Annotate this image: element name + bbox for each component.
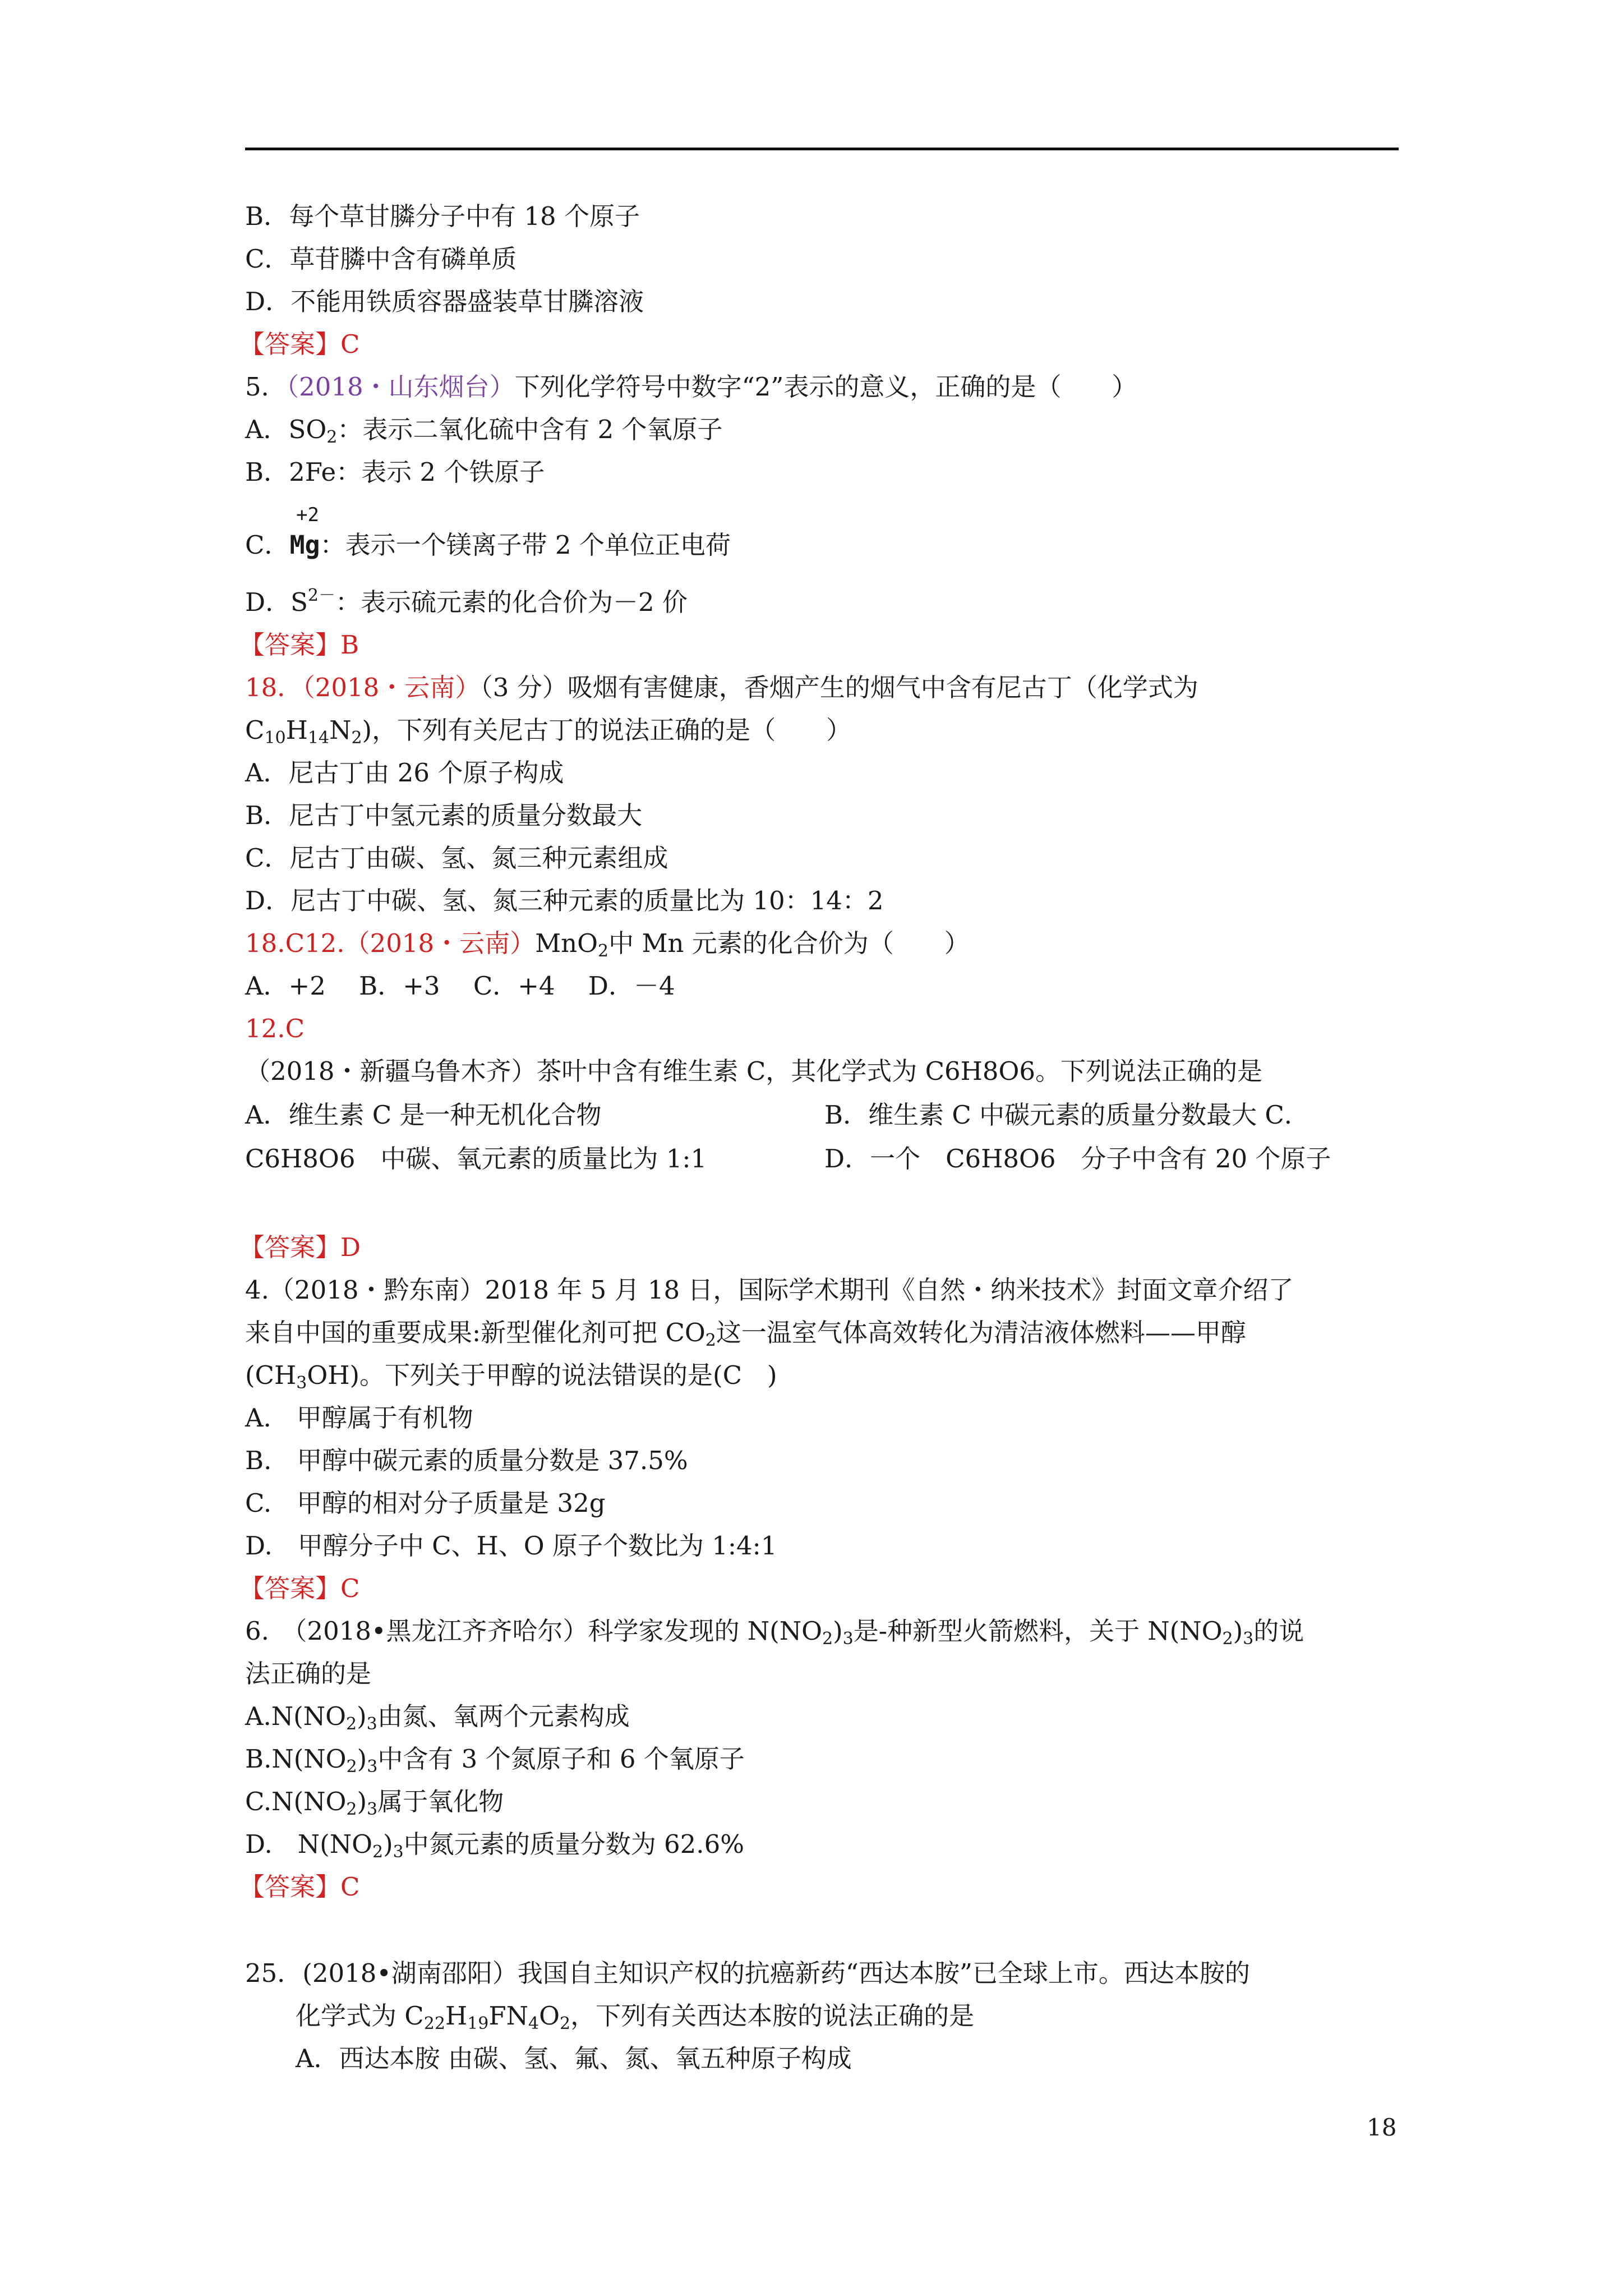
question-text: （3 分）吸烟有害健康，香烟产生的烟气中含有尼古丁（化学式为 <box>480 673 1198 702</box>
question-6-stem: 6. （2018•黑龙江齐齐哈尔）科学家发现的 $N(NO_2)_3$是-种新型火箭燃料，关于 $N(NO_2)_3$的说 <box>245 1616 1304 1649</box>
option-a: A．西达本胺 由碳、氢、氟、氮、氧五种原子构成 <box>296 2044 852 2073</box>
option-c: C. 甲醇的相对分子质量是 32g <box>245 1488 606 1518</box>
option-a: A．尼古丁由 26 个原子构成 <box>245 758 564 788</box>
question-4-stem: 4.（2018・黔东南）2018 年 5 月 18 日，国际学术期刊《自然・纳米技术》封面文章介绍了 <box>245 1275 1294 1305</box>
option-text: A．SO <box>245 415 327 444</box>
subscript: 2 <box>598 941 609 961</box>
option-text: C.N(NO <box>245 1787 347 1816</box>
option-text: A.N(NO <box>245 1701 346 1731</box>
option-text: 中氮元素的质量分数为 62.6% <box>403 1829 744 1859</box>
question-text: (CH <box>245 1360 297 1390</box>
question-source: （2018・山东烟台） <box>286 372 515 402</box>
question-4-stem-cont <box>245 1317 1246 1349</box>
question-xinjiang-stem: （2018・新疆乌鲁木齐）茶叶中含有维生素 C，其化学式为 C6H8O6。下列说法正确的是 <box>245 1056 1263 1086</box>
superscript: 2－ <box>307 586 336 605</box>
option-text: 由氮、氧两个元素构成 <box>377 1701 630 1731</box>
subscript: 3 <box>366 1714 377 1734</box>
option-text: 属于氧化物 <box>377 1787 504 1816</box>
subscript: 2 <box>346 1714 357 1734</box>
page-number: 18 <box>1367 2114 1397 2141</box>
subscript: 3 <box>367 1800 378 1819</box>
subscript: 3 <box>367 1757 378 1777</box>
subscript: 19 <box>467 2014 489 2033</box>
option-c: C．尼古丁由碳、氢、氮三种元素组成 <box>245 843 668 873</box>
option-b: B．2Fe：表示 2 个铁原子 <box>245 457 545 487</box>
option-d <box>245 587 688 618</box>
subscript: 3 <box>393 1842 404 1862</box>
option-text: 中含有 3 个氮原子和 6 个氧原子 <box>377 1744 745 1774</box>
answer-line: 【答案】C <box>239 329 360 359</box>
subscript: 2 <box>346 1800 357 1819</box>
answer-line: 【答案】C <box>239 1573 360 1603</box>
question-text: 这一温室气体高效转化为清洁液体燃料——甲醇 <box>716 1318 1246 1347</box>
question-text: 6. （2018•黑龙江齐齐哈尔）科学家发现的 N(NO <box>245 1616 823 1646</box>
option-label: C． <box>245 530 290 560</box>
subscript: 4 <box>528 2014 540 2033</box>
question-5-stem <box>245 371 1137 403</box>
valence-mark: +2 <box>296 504 319 526</box>
answer-line: 【答案】D <box>239 1232 361 1262</box>
question-text: MnO <box>535 928 598 958</box>
subscript: 3 <box>842 1629 854 1649</box>
option-b: B．尼古丁中氢元素的质量分数最大 <box>245 800 643 830</box>
question-25-stem-cont: 化学式为 $C_{22}H_{19}FN_4O_2$，下列有关西达本胺的说法正确的是 <box>296 2001 975 2033</box>
option-text: ：表示硫元素的化合价为－2 价 <box>335 587 688 617</box>
option-b: B．每个草甘膦分子中有 18 个原子 <box>245 201 640 231</box>
option-text: D．S <box>245 587 308 617</box>
question-18-stem-cont: $C_{10}H_{14}N_2$)，下列有关尼古丁的说法正确的是（ ） <box>245 715 852 748</box>
option-c: C．草苷膦中含有磷单质 <box>245 244 517 274</box>
question-number: 18． <box>245 673 303 702</box>
options-row: A．+2 B．+3 C．+4 D．－4 <box>245 971 675 1001</box>
question-6-stem-cont: 法正确的是 <box>245 1659 372 1688</box>
option-text: ：表示二氧化硫中含有 2 个氧原子 <box>337 415 723 444</box>
subscript: 22 <box>423 2014 445 2033</box>
option-c: C6H8O6 中碳、氧元素的质量比为 1:1 <box>245 1144 707 1174</box>
subscript: 2 <box>705 1331 716 1350</box>
question-text: 的说 <box>1253 1616 1304 1646</box>
question-number: 5． <box>245 372 287 402</box>
option-d: D．一个 C6H8O6 分子中含有 20 个原子 <box>824 1144 1331 1174</box>
option-text: B.N(NO <box>245 1744 347 1774</box>
answer-line: 12.C <box>245 1014 305 1043</box>
option-b: B. 甲醇中碳元素的质量分数是 37.5% <box>245 1446 688 1475</box>
subscript: 2 <box>822 1629 833 1649</box>
option-d: D. $N(NO_2)_3$中氮元素的质量分数为 62.6% <box>245 1829 744 1862</box>
subscript: 2 <box>559 2014 571 2033</box>
subscript: 2 <box>1222 1629 1233 1649</box>
option-a <box>245 414 723 445</box>
question-text: ，下列有关西达本胺的说法正确的是 <box>570 2001 975 2031</box>
question-text: OH)。下列关于甲醇的说法错误的是(C ) <box>307 1360 777 1390</box>
header-rule <box>245 148 1399 150</box>
answer-line: 【答案】B <box>239 630 359 660</box>
option-a: A. 甲醇属于有机物 <box>245 1403 473 1433</box>
question-source: （2018・云南） <box>302 673 481 702</box>
option-d: D．尼古丁中碳、氢、氮三种元素的质量比为 10：14：2 <box>245 886 884 915</box>
option-a: A．维生素 C 是一种无机化合物 <box>245 1100 602 1130</box>
question-text: ) <box>833 1616 843 1646</box>
question-source: （2018・云南） <box>344 928 536 958</box>
option-text: D. N(NO <box>245 1829 372 1859</box>
subscript: 2 <box>346 1757 357 1777</box>
subscript: 3 <box>296 1373 307 1393</box>
question-text: 下列化学符号中数字“2”表示的意义，正确的是（ ） <box>514 372 1137 402</box>
option-text: ：表示一个镁离子带 2 个单位正电荷 <box>320 530 731 560</box>
question-text: 来自中国的重要成果:新型催化剂可把 CO <box>245 1318 706 1347</box>
question-12-stem <box>245 928 970 959</box>
option-a: $A.N(NO_2)_3$由氮、氧两个元素构成 <box>245 1701 630 1734</box>
option-d: D. 甲醇分子中 C、H、O 原子个数比为 1:4:1 <box>245 1531 777 1561</box>
subscript: 2 <box>372 1842 384 1862</box>
option-b: B．维生素 C 中碳元素的质量分数最大 C． <box>824 1100 1310 1130</box>
question-text: 是-种新型火箭燃料，关于 N(NO <box>853 1616 1223 1646</box>
option-c <box>245 530 731 561</box>
option-b: $B.N(NO_2)_3$中含有 3 个氮原子和 6 个氧原子 <box>245 1744 745 1777</box>
question-text: ，下列有关尼古丁的说法正确的是（ ） <box>372 715 852 745</box>
subscript: 2 <box>326 427 338 447</box>
answer-and-number: 18.C12. <box>245 928 345 958</box>
answer-line: 【答案】C <box>239 1872 360 1902</box>
question-text: 中 Mn 元素的化合价为（ ） <box>608 928 970 958</box>
question-text: 化学式为 C <box>296 2001 424 2031</box>
element-symbol: Mg <box>289 530 320 560</box>
option-c: $C.N(NO_2)_3$属于氧化物 <box>245 1787 504 1819</box>
subscript: 3 <box>1243 1629 1254 1649</box>
question-18-stem <box>245 672 1198 703</box>
question-25-stem: 25．(2018•湖南邵阳）我国自主知识产权的抗癌新药“西达本胺”已全球上市。西达本胺的 <box>245 1958 1250 1988</box>
option-d: D．不能用铁质容器盛装草甘膦溶液 <box>245 287 644 316</box>
question-4-stem-cont <box>245 1360 777 1391</box>
